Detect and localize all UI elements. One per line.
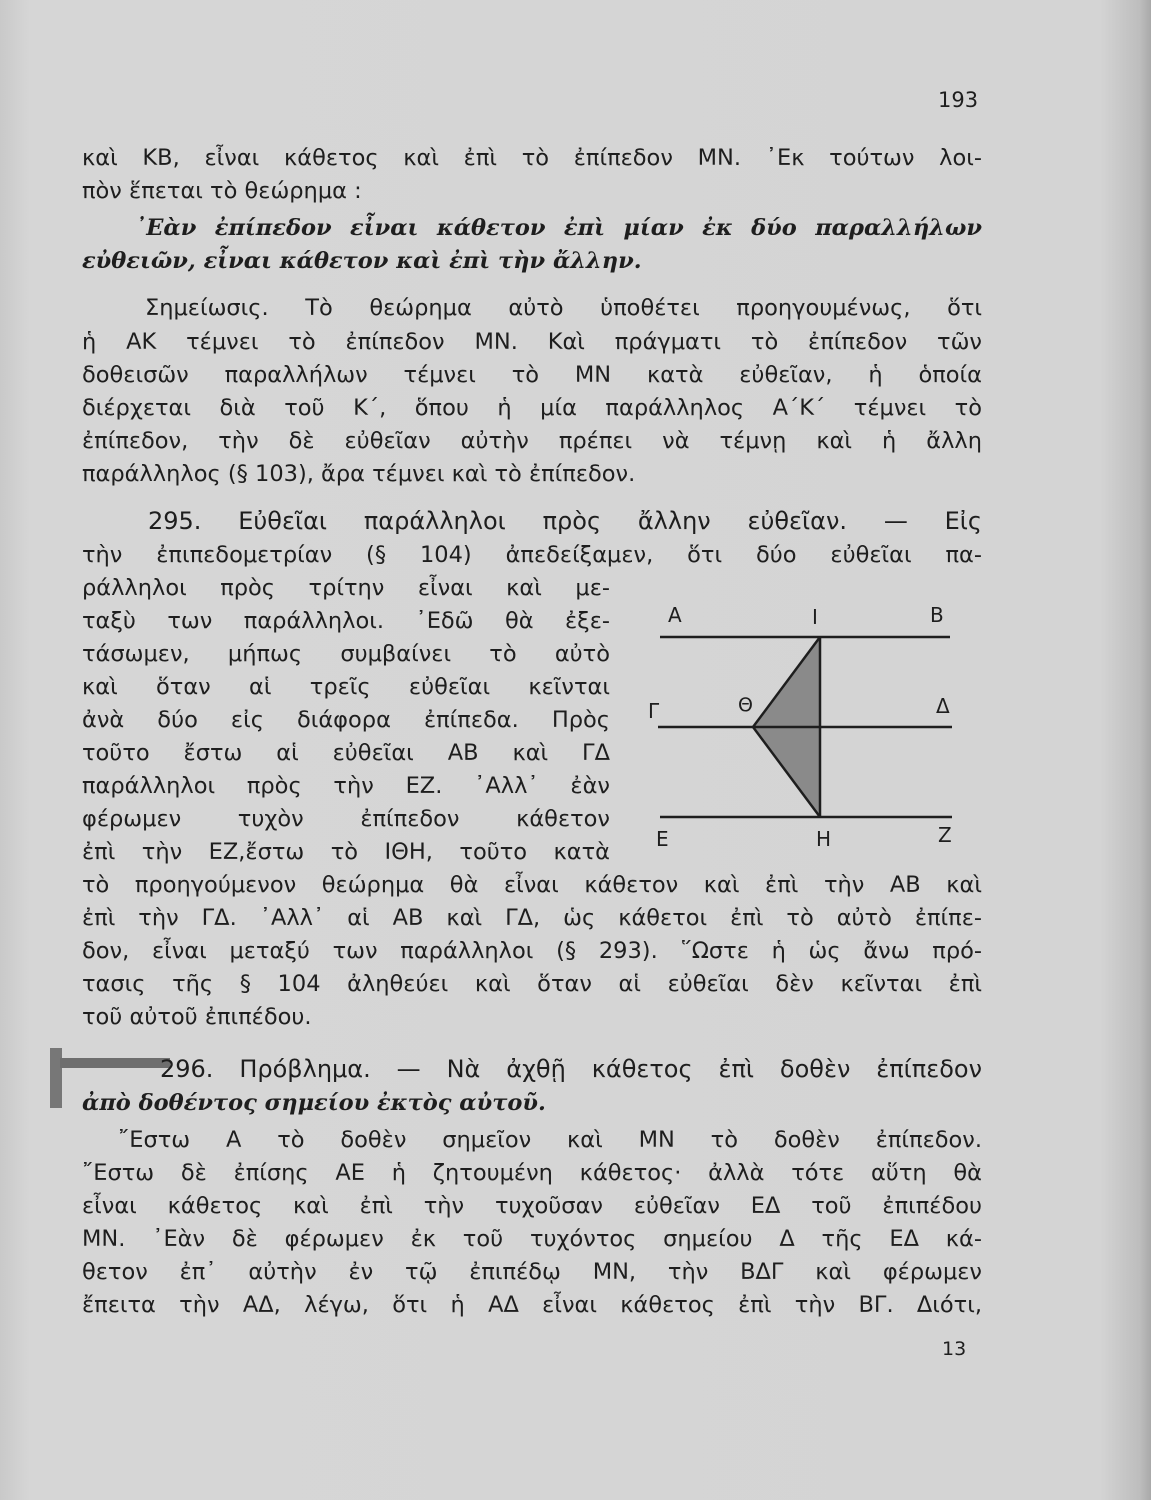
section-295-line-16: τοῦ αὐτοῦ ἐπιπέδου. [82, 1004, 312, 1030]
remark-line-6: παράλληλος (§ 103), ἄρα τέμνει καὶ τὸ ἐπίπεδον. [82, 461, 636, 487]
section-295-line-3: ράλληλοι πρὸς τρίτην εἶναι καὶ με- [82, 575, 610, 601]
section-296-line-7: θετον ἐπ᾿ αὐτὴν ἐν τῷ ἐπιπέδῳ ΜΝ, τὴν ΒΔΓ καὶ φέρωμεν [82, 1259, 982, 1285]
label-G: Γ [648, 699, 660, 723]
section-296-line-4: ῎Εστω δὲ ἐπίσης ΑΕ ἡ ζητουμένη κάθετος· ἀλλὰ τότε αὕτη θὰ [82, 1160, 982, 1186]
label-B: Β [930, 603, 944, 627]
margin-pencil-stroke [60, 1058, 170, 1068]
page-number: 193 [938, 88, 979, 112]
section-295-line-9: παράλληλοι πρὸς τὴν ΕΖ. ᾿Αλλ᾿ ἐὰν [82, 773, 610, 799]
label-Z: Ζ [938, 823, 952, 847]
section-296-line-2: ἀπὸ δοθέντος σημείου ἐκτὸς αὐτοῦ. [82, 1090, 546, 1116]
section-295-line-6: καὶ ὅταν αἱ τρεῖς εὐθεῖαι κεῖνται [82, 674, 610, 700]
section-295-line-12: τὸ προηγούμενον θεώρημα θὰ εἶναι κάθετον καὶ ἐπὶ τὴν ΑΒ καὶ [82, 872, 982, 898]
text-line-2: πὸν ἕπεται τὸ θεώρημα : [82, 178, 362, 204]
footer-number: 13 [942, 1338, 967, 1360]
remark-line-4: διέρχεται διὰ τοῦ Κ΄, ὅπου ἡ μία παράλληλος Α΄Κ΄ τέμνει τὸ [82, 395, 982, 421]
section-295-heading: 295. Εὐθεῖαι παράλληλοι πρὸς ἄλλην εὐθεῖαν. — Εἰς [148, 507, 982, 535]
label-H: Η [816, 827, 832, 851]
section-295-line-13: ἐπὶ τὴν ΓΔ. ᾿Αλλ᾿ αἱ ΑΒ καὶ ΓΔ, ὡς κάθετοι ἐπὶ τὸ αὐτὸ ἐπίπε- [82, 905, 982, 931]
theorem-line-1: ᾿Εὰν ἐπίπεδον εἶναι κάθετον ἐπὶ μίαν ἐκ δύο παραλλήλων [135, 215, 982, 241]
section-295-line-5: τάσωμεν, μήπως συμβαίνει τὸ αὐτὸ [82, 641, 610, 667]
section-295-line-8: τοῦτο ἔστω αἱ εὐθεῖαι ΑΒ καὶ ΓΔ [82, 740, 610, 766]
remark-line-5: ἐπίπεδον, τὴν δὲ εὐθεῖαν αὐτὴν πρέπει νὰ τέμνῃ καὶ ἡ ἄλλη [82, 428, 982, 454]
margin-pencil-mark [50, 1048, 62, 1108]
remark-line-1: Σημείωσις. Τὸ θεώρημα αὐτὸ ὑποθέτει προηγουμένως, ὅτι [145, 295, 982, 321]
section-295-line-10: φέρωμεν τυχὸν ἐπίπεδον κάθετον [82, 806, 610, 832]
parallel-lines-figure [640, 600, 970, 865]
section-295-line-2: τὴν ἐπιπεδομετρίαν (§ 104) ἀπεδείξαμεν, ὅτι δύο εὐθεῖαι πα- [82, 542, 982, 568]
remark-line-3: δοθεισῶν παραλλήλων τέμνει τὸ ΜΝ κατὰ εὐθεῖαν, ἡ ὁποία [82, 362, 982, 388]
label-theta: Θ [738, 694, 753, 716]
section-295-line-15: τασις τῆς § 104 ἀληθεύει καὶ ὅταν αἱ εὐθεῖαι δὲν κεῖνται ἐπὶ [82, 971, 982, 997]
section-296-line-8: ἔπειτα τὴν ΑΔ, λέγω, ὅτι ἡ ΑΔ εἶναι κάθετος ἐπὶ τὴν ΒΓ. Διότι, [82, 1292, 982, 1318]
label-I: Ι [812, 605, 818, 629]
label-E: Ε [656, 827, 669, 851]
section-296-line-5: εἶναι κάθετος καὶ ἐπὶ τὴν τυχοῦσαν εὐθεῖαν ΕΔ τοῦ ἐπιπέδου [82, 1193, 982, 1219]
section-296-line-3: ῎Εστω Α τὸ δοθὲν σημεῖον καὶ ΜΝ τὸ δοθὲν ἐπίπεδον. [118, 1127, 982, 1153]
text-line-1: καὶ ΚΒ, εἶναι κάθετος καὶ ἐπὶ τὸ ἐπίπεδον ΜΝ. ᾿Εκ τούτων λοι- [82, 145, 982, 171]
section-295-line-14: δον, εἶναι μεταξύ των παράλληλοι (§ 293). ῞Ωστε ἡ ὡς ἄνω πρό- [82, 938, 982, 964]
section-296-line-6: ΜΝ. ᾿Εὰν δὲ φέρωμεν ἐκ τοῦ τυχόντος σημείου Δ τῆς ΕΔ κά- [82, 1226, 982, 1252]
section-295-line-4: ταξὺ των παράλληλοι. ᾿Εδῶ θὰ ἐξε- [82, 608, 610, 634]
section-296-heading: 296. Πρόβλημα. — Νὰ ἀχθῇ κάθετος ἐπὶ δοθὲν ἐπίπεδον [160, 1055, 982, 1083]
section-295-line-11: ἐπὶ τὴν ΕΖ,ἔστω τὸ ΙΘΗ, τοῦτο κατὰ [82, 839, 610, 865]
section-295-line-7: ἀνὰ δύο εἰς διάφορα ἐπίπεδα. Πρὸς [82, 707, 610, 733]
remark-line-2: ἡ ΑΚ τέμνει τὸ ἐπίπεδον ΜΝ. Καὶ πράγματι τὸ ἐπίπεδον τῶν [82, 329, 982, 355]
label-D: Δ [936, 694, 950, 718]
theorem-line-2: εὐθειῶν, εἶναι κάθετον καὶ ἐπὶ τὴν ἄλλην. [82, 248, 642, 274]
label-A: Α [668, 603, 682, 627]
